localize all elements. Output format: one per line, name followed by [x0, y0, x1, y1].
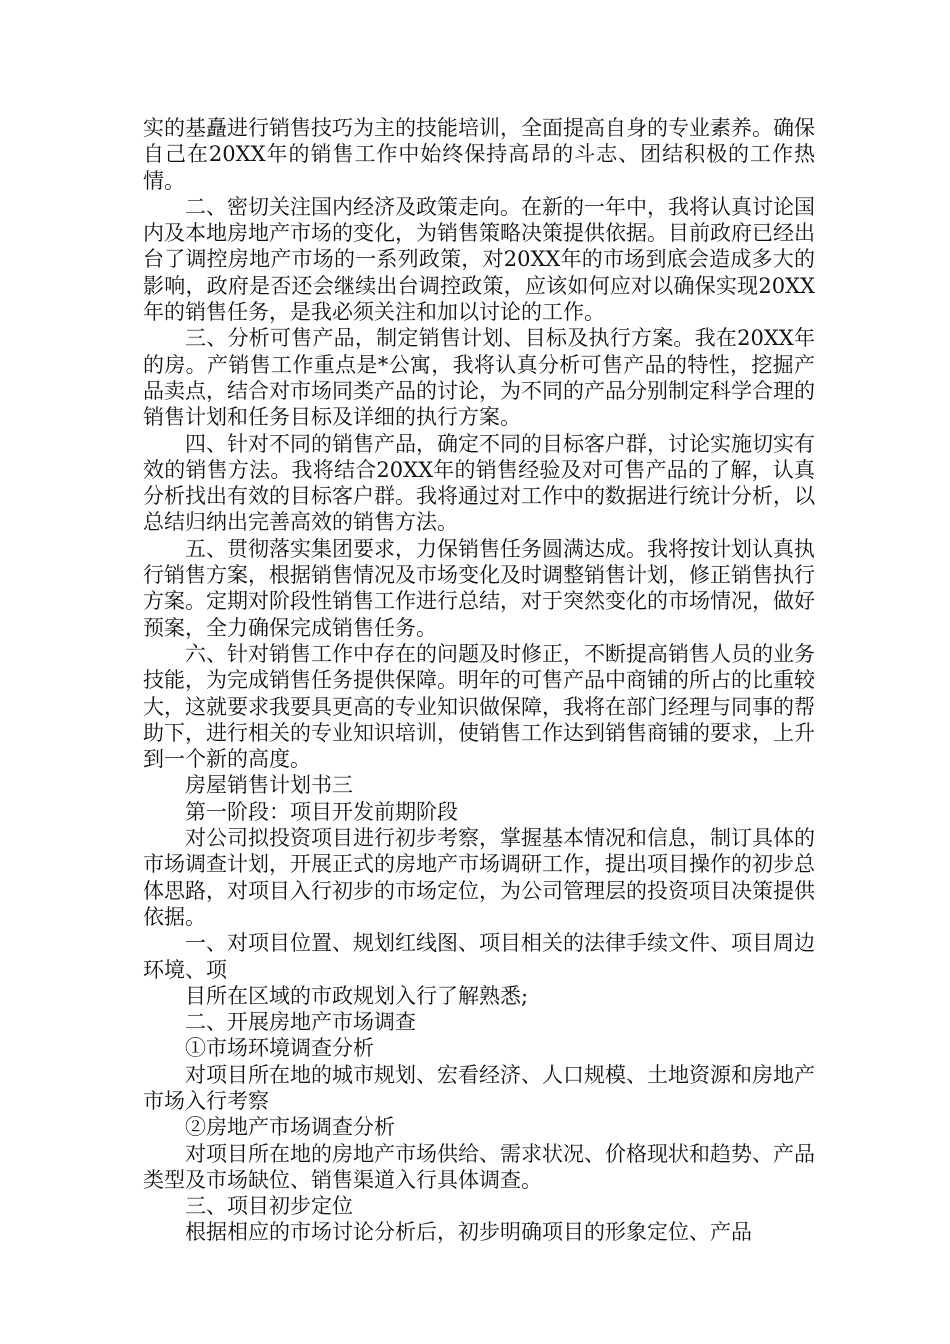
paragraph-continuation: 实的基矗进行销售技巧为主的技能培训，全面提高自身的专业素养。确保自己在20XX年的销售工作中始终保持高昂的斗志、团结积极的工作热情。 — [143, 116, 815, 193]
paragraph-sub-2-detail: 对项目所在地的房地产市场供给、需求状况、价格现状和趋势、产品类型及市场缺位、销售渠道入行具体调查。 — [143, 1141, 815, 1192]
paragraph-step-2: 二、开展房地产市场调查 — [185, 1010, 416, 1035]
paragraph-item-3: 三、分析可售产品，制定销售计划、目标及执行方案。我在20XX年的房。产销售工作重点是*公寓，我将认真分析可售产品的特性，挖掘产品卖点，结合对市场同类产品的讨论，为不同的产品分别制定科学合理的销售计划和任务目标及详细的执行方案。 — [143, 326, 815, 430]
paragraph-stage-intro: 对公司拟投资项目进行初步考察，掌握基本情况和信息，制订具体的市场调查计划，开展正式的房地产市场调研工作，提出项目操作的初步总体思路，对项目入行初步的市场定位，为公司管理层的投资项目决策提供依据。 — [143, 826, 815, 929]
paragraph-sub-1-detail: 对项目所在地的城市规划、宏看经济、人口规模、土地资源和房地产市场入行考察 — [143, 1062, 815, 1113]
stage-heading: 第一阶段：项目开发前期阶段 — [185, 799, 458, 824]
document-page — [143, 115, 815, 1246]
paragraph-step-3-detail: 根据相应的市场讨论分析后，初步明确项目的形象定位、产品 — [185, 1220, 752, 1245]
paragraph-item-5: 五、贯彻落实集团要求，力保销售任务圆满达成。我将按计划认真执行销售方案，根据销售情况及市场变化及时调整销售计划，修正销售执行方案。定期对阶段性销售工作进行总结，对于突然变化的市场情况，做好预案，全力确保完成销售任务。 — [143, 536, 815, 640]
paragraph-item-4: 四、针对不同的销售产品，确定不同的目标客户群，讨论实施切实有效的销售方法。我将结合20XX年的销售经验及对可售产品的了解，认真分析找出有效的目标客户群。我将通过对工作中的数据进行统计分析，以总结归纳出完善高效的销售方法。 — [143, 431, 815, 535]
paragraph-sub-2: ②房地产市场调查分析 — [185, 1115, 395, 1140]
paragraph-step-3: 三、项目初步定位 — [185, 1194, 353, 1219]
paragraph-item-2: 二、密切关注国内经济及政策走向。在新的一年中，我将认真讨论国内及本地房地产市场的变化，为销售策略决策提供依据。目前政府已经出台了调控房地产市场的一系列政策，对20XX年的市场到底会造成多大的影响，政府是否还会继续出台调控政策，应该如何应对以确保实现20XX年的销售任务，是我必须关注和加以讨论的工作。 — [143, 194, 815, 325]
paragraph-step-1-cont: 目所在区域的市政规划入行了解熟悉; — [185, 983, 529, 1008]
paragraph-item-6: 六、针对销售工作中存在的问题及时修正，不断提高销售人员的业务技能，为完成销售任务提供保障。明年的可售产品中商铺的所占的比重较大，这就要求我要具更高的专业知识做保障，我将在部门经理与同事的帮助下，进行相关的专业知识培训，使销售工作达到销售商铺的要求，上升到一个新的高度。 — [143, 641, 815, 772]
section-title: 房屋销售计划书三 — [185, 773, 353, 798]
paragraph-step-1: 一、对项目位置、规划红线图、项目相关的法律手续文件、项目周边环境、项 — [143, 931, 815, 982]
paragraph-sub-1: ①市场环境调查分析 — [185, 1036, 374, 1061]
